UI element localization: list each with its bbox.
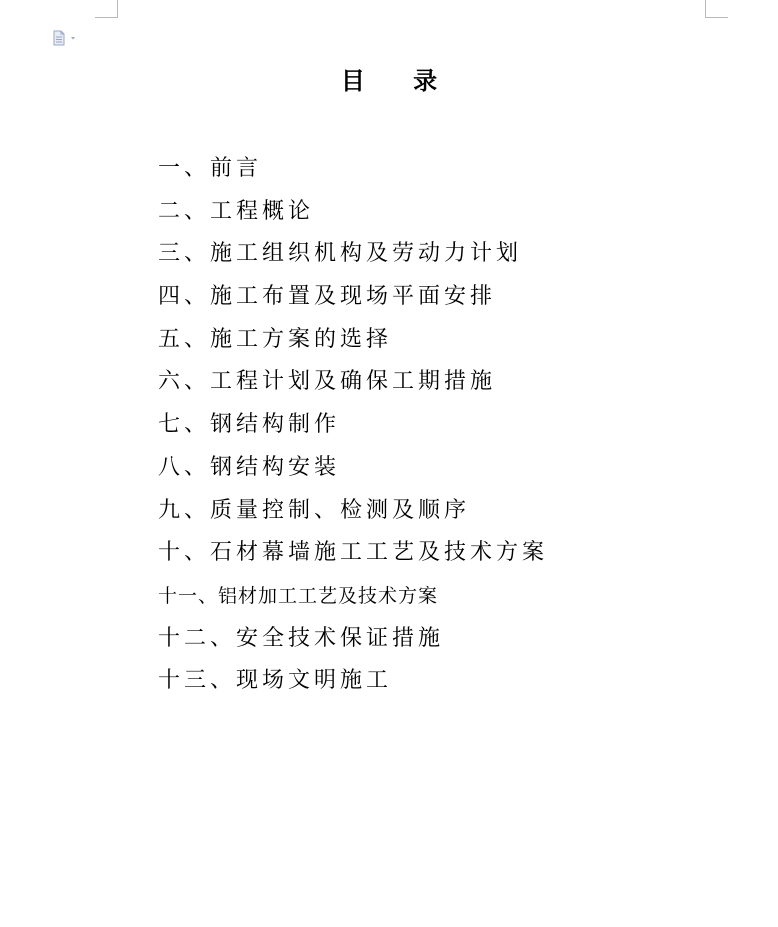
toc-item: 九、质量控制、检测及顺序 bbox=[158, 497, 471, 523]
toc-item: 十二、安全技术保证措施 bbox=[158, 625, 445, 651]
toc-item: 十一、铝材加工工艺及技术方案 bbox=[158, 584, 439, 607]
page-title: 目 录 bbox=[340, 66, 458, 95]
document-icon bbox=[52, 30, 80, 46]
document-menu[interactable] bbox=[52, 30, 80, 46]
toc-item: 八、钢结构安装 bbox=[158, 454, 341, 480]
toc-item: 十、石材幕墙施工工艺及技术方案 bbox=[158, 540, 549, 566]
chevron-down-icon bbox=[71, 37, 75, 40]
crop-mark-top-left bbox=[95, 0, 118, 18]
toc-item: 二、工程概论 bbox=[158, 198, 315, 224]
toc-item: 五、施工方案的选择 bbox=[158, 326, 393, 352]
toc-item: 一、前言 bbox=[158, 156, 263, 181]
toc-item: 四、施工布置及现场平面安排 bbox=[158, 284, 497, 310]
crop-mark-top-right bbox=[705, 0, 728, 18]
toc-item: 六、工程计划及确保工期措施 bbox=[158, 369, 497, 395]
toc-item: 十三、现场文明施工 bbox=[158, 668, 393, 694]
toc-item: 七、钢结构制作 bbox=[158, 412, 341, 438]
table-of-contents bbox=[158, 148, 548, 703]
toc-item: 三、施工组织机构及劳动力计划 bbox=[158, 241, 523, 267]
